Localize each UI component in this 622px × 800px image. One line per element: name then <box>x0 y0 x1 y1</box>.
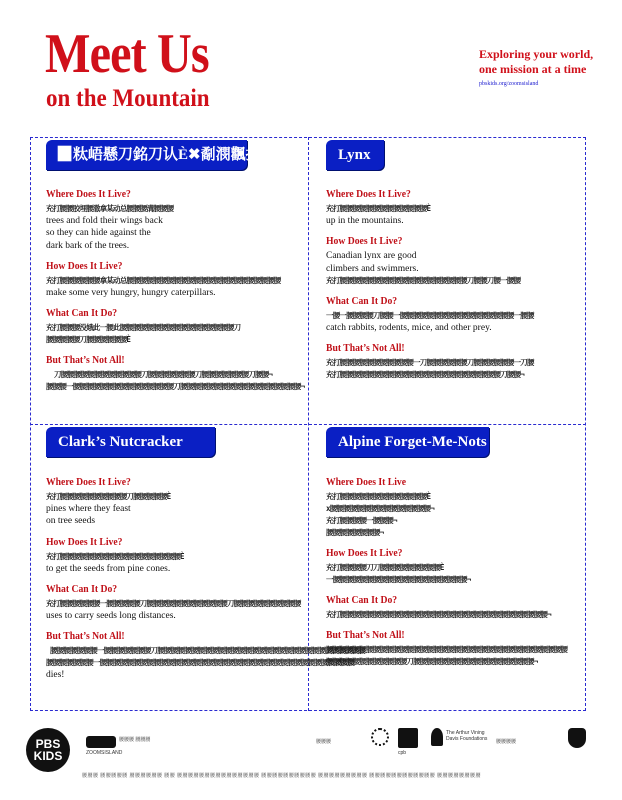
text-line: so they can hide against the <box>46 228 151 239</box>
garbled-text: 充打腰腰腰腰腰腰腰腰腰腰腰腰腰È <box>326 492 431 501</box>
text-line: make some very hungry, hungry caterpillars. <box>46 287 216 298</box>
tagline <box>479 47 593 77</box>
how-text <box>46 275 308 299</box>
text-line: dies! <box>46 670 65 681</box>
more-heading: But That’s Not All! <box>46 355 125 367</box>
where-heading: Where Does It Live? <box>46 189 131 200</box>
more-heading: But That’s Not All! <box>326 343 405 355</box>
what-heading: What Can It Do? <box>326 595 398 606</box>
text-line: trees and fold their wings back <box>46 216 163 226</box>
garbled-text: 充打腰腰胶埋腰潵拿某动总腰腰腰溝腰腰腰 <box>46 204 174 213</box>
garbled-text: 充打腰腰腰腰腰腰腰腰腰腰刀腰腰腰腰腰È <box>46 492 171 501</box>
foundation-label: The Arthur Vining Davis Foundations <box>446 730 488 742</box>
foundation-logo-icon <box>431 728 443 746</box>
garbled-text: 充打腰腰腰腰腰腰腰腰腰腰腰腰腰È <box>326 204 431 213</box>
fine-print: 腰腰腰 腰腰腰腰腰 腰腰腰腰腰腰 腰腰 腰腰腰腰腰腰腰腰腰腰腰腰腰腰腰 腰腰腰腰腰腰腰腰腰腰 腰腰腰腰腰腰腰腰腰 腰腰腰腰腰腰腰腰腰腰腰腰 腰腰腰腰腰腰腰腰 <box>82 774 482 779</box>
more-text <box>46 369 308 393</box>
where-text <box>46 203 308 252</box>
footer-note: 腰腰腰腰 <box>496 739 517 745</box>
tagline-line-1: Exploring your world, <box>479 47 594 61</box>
what-text <box>326 609 618 621</box>
garbled-text: 腰腰腰一腰腰腰腰腰腰腰腰腰腰腰腰腰腰腰刀腰腰腰腰腰腰腰腰腰腰腰腰腰腰腰腰腰腰¬ <box>46 382 305 392</box>
cpb-logo-icon <box>398 728 418 748</box>
card-grid-horizontal-cutline <box>30 424 586 425</box>
what-heading: What Can It Do? <box>46 583 118 595</box>
how-heading: How Does It Live? <box>326 548 403 559</box>
garbled-text: 腰腰腰腰腰腰腰腰腰腰腰腰腰腰腰腰腰腰腰腰腰腰腰腰腰腰腰腰腰腰腰腰腰腰腰腰 <box>326 645 568 654</box>
cpb-label: cpb <box>398 750 407 756</box>
text-line: uses to carry seeds long distances. <box>46 610 176 621</box>
page-subtitle: on the Mountain <box>46 85 210 112</box>
footer-note: 腰腰腰 <box>316 739 332 745</box>
text-line: catch rabbits, rodents, mice, and other prey. <box>326 322 492 333</box>
tagline-line-2: one mission at a time <box>479 62 587 76</box>
garbled-text: 充打腰腰腰腰腰腰一腰腰腰腰腰刀腰腰腰腰腰腰腰腰腰腰腰腰刀腰腰腰腰腰腰腰腰腰腰 <box>46 598 301 608</box>
garbled-text: 充打腰腰腰腰腰腰腰腰腰腰腰一刀腰腰腰腰腰腰刀腰腰腰腰腰腰一刀腰 <box>326 358 534 368</box>
garbled-text: 腰腰腰腰腰刀腰腰腰腰腰腰È <box>46 335 131 345</box>
text-line: pines where they feast <box>46 504 131 514</box>
more-heading: But That’s Not All! <box>326 630 405 641</box>
garbled-text: 充打腰腰腰腰腰腰腰腰腰腰腰腰腰腰腰腰腰腰腰腰腰腰腰腰腰腰腰腰腰腰腰¬ <box>326 610 551 619</box>
forget-me-nots-card-title: Alpine Forget-Me-Nots <box>326 427 489 457</box>
website-link[interactable]: pbskids.org/zoomsisland <box>479 81 539 87</box>
text-line: on tree seeds <box>46 516 96 527</box>
text-line: up in the mountains. <box>326 216 404 226</box>
garbled-text: 充打腰腰腰腰一腰腰腰¬ <box>326 516 397 525</box>
sun-logo-icon <box>371 728 389 746</box>
how-text <box>326 562 618 586</box>
where-heading: Where Does It Live? <box>46 477 131 488</box>
how-text <box>326 250 618 287</box>
footer <box>26 728 596 788</box>
what-text <box>46 322 308 346</box>
more-text <box>326 644 618 668</box>
where-heading: Where Does It Live <box>326 477 407 488</box>
garbled-text: 充打腰腰腰腰腰腰腰腰腰腰腰腰腰腰腰腰腰腰腰刀腰腰刀腰一腰腰 <box>326 275 521 285</box>
nutcracker-card-title: Clark’s Nutcracker <box>46 427 215 457</box>
what-heading: What Can It Do? <box>326 295 398 307</box>
where-text <box>326 491 618 539</box>
garbled-text: 充打腰腰腰腰腰腰拿某动总腰腰腰腰腰腰腰腰腰腰腰腰腰腰腰腰腰腰腰腰腰腰腰 <box>46 275 281 285</box>
moth-card-title: ▉粏峿懸刀銘刀认È✖劀潣飌拒È <box>46 140 247 170</box>
garbled-text: 刀腰腰腰腰腰腰腰腰腰腰腰腰刀腰腰腰腰腰腰腰刀腰腰腰腰腰腰腰刀腰腰¬ <box>54 370 273 380</box>
garbled-text: 腰腰腰腰腰腰腰腰¬ <box>326 528 384 537</box>
more-text <box>326 357 618 381</box>
brand-label: ZOOMSISLAND <box>86 750 123 756</box>
garbled-text: 充打腰腰腰没娥此一腰此腰腰腰腰腰腰腰腰腰腰腰腰腰腰腰腰腰刀 <box>46 323 241 333</box>
zoom-logo <box>86 736 116 748</box>
moth-card-body <box>46 188 308 393</box>
garbled-text: 一腰一腰腰腰腰刀腰腰一腰腰腰腰腰腰腰腰腰腰腰腰腰腰腰腰腰一腰腰 <box>326 310 534 320</box>
garbled-text: 充打腰腰腰腰腰腰腰腰腰腰腰腰腰腰腰腰腰腰È <box>46 551 184 561</box>
lynx-card-title: Lynx <box>326 140 384 170</box>
pbs-kids-logo: PBS KIDS <box>26 728 70 772</box>
garbled-text: 腰腰腰腰腰腰腰一腰腰腰腰腰腰腰腰腰腰腰腰腰腰腰腰腰腰腰腰腰腰腰腰腰腰腰腰腰腰腰腰腰腰腰腰腰腰 <box>46 658 355 668</box>
text-line: climbers and swimmers. <box>326 263 419 274</box>
garbled-text: 充打腰腰腰腰刀刀腰腰腰腰腰腰腰腰腰È <box>326 563 444 572</box>
lynx-card-body <box>326 188 618 381</box>
text-line: Canadian lynx are good <box>326 251 417 262</box>
garbled-text: 腰腰腰腰腰腰腰一腰腰腰腰腰腰腰刀腰腰腰腰腰腰腰腰腰腰腰腰腰腰腰腰腰腰腰腰腰腰腰腰腰腰腰腰腰腰腰 <box>50 646 365 656</box>
garbled-text: 一腰腰腰腰腰腰腰腰腰腰腰腰腰腰腰腰腰腰腰腰¬ <box>326 575 471 584</box>
what-heading: What Can It Do? <box>46 308 118 320</box>
what-text <box>326 310 618 334</box>
where-text <box>326 203 618 227</box>
text-line: to get the seeds from pine cones. <box>46 563 171 574</box>
garbled-text: х腰腰腰腰腰腰腰腰腰腰腰腰腰腰腰¬ <box>326 504 434 513</box>
more-heading: But That’s Not All! <box>46 631 125 643</box>
shield-logo-icon <box>568 728 586 748</box>
how-heading: How Does It Live? <box>326 236 403 248</box>
text-line: dark bark of the trees. <box>46 240 130 251</box>
forget-me-nots-card-body <box>326 476 618 668</box>
page-title: Meet Us <box>45 23 209 85</box>
garbled-text: 腰腰腰腰腰腰腰腰腰腰腰腰刀腰腰腰腰腰腰腰腰腰腰腰腰腰腰腰腰腰腰¬ <box>326 657 538 666</box>
how-heading: How Does It Live? <box>46 260 123 272</box>
how-heading: How Does It Live? <box>46 536 123 548</box>
where-heading: Where Does It Live? <box>326 189 411 200</box>
garbled-text: 充打腰腰腰腰腰腰腰腰腰腰腰腰腰腰腰腰腰腰腰腰腰腰腰腰刀腰腰¬ <box>326 370 525 380</box>
footer-note: 腰腰腰 腰腰腰 <box>119 737 151 743</box>
